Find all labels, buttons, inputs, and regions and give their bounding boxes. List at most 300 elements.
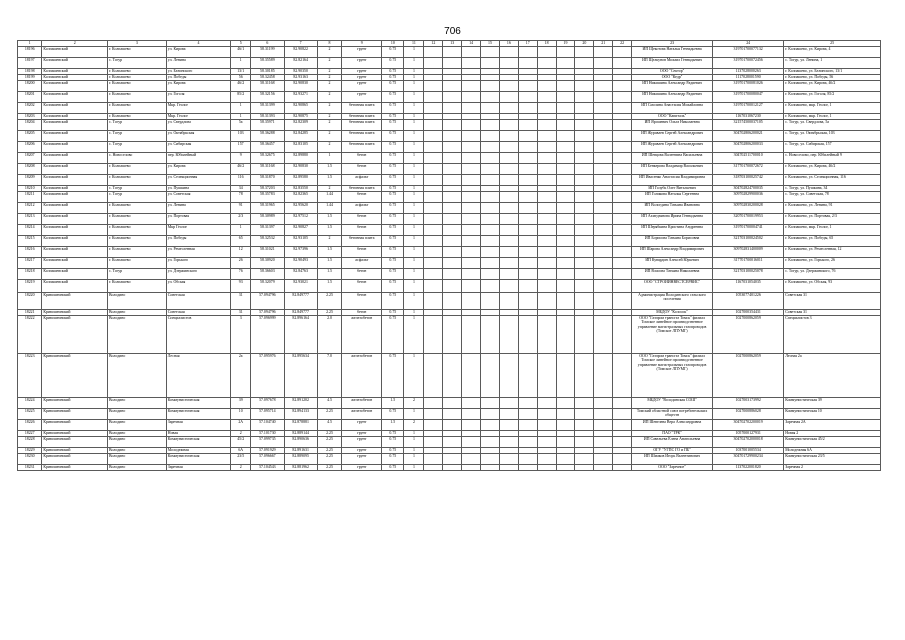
table-cell: 18208 xyxy=(18,164,42,175)
table-cell xyxy=(481,92,500,103)
table-cell: 5а xyxy=(231,120,251,131)
table-cell: 18205 xyxy=(18,131,42,142)
table-cell xyxy=(443,164,462,175)
table-cell xyxy=(613,203,632,214)
table-cell: 34 xyxy=(231,186,251,192)
table-cell: 18222 xyxy=(18,316,42,354)
table-cell: ИП Щекотова Наталья Геннадьевна xyxy=(632,47,713,58)
table-cell: 2 xyxy=(404,398,424,409)
table-cell xyxy=(556,120,575,131)
table-cell: ИП Ивасенко Анастасия Владимировна xyxy=(632,175,713,186)
table-cell: 309702831400009 xyxy=(713,247,784,258)
table-cell xyxy=(575,58,594,69)
table-cell: г. Колпашево xyxy=(107,47,166,58)
table-cell: г. Колпашево, ул. Кирова, 4 xyxy=(784,47,881,58)
table-cell: с. Тогур xyxy=(107,131,166,142)
table-cell: 82.896164 xyxy=(284,316,317,354)
table-cell: 93 xyxy=(231,280,251,293)
table-cell xyxy=(594,131,613,142)
table-cell: г. Колпашево, мкр. Геолог, 1 xyxy=(784,225,881,236)
table-row xyxy=(18,280,881,293)
table-cell: Советская xyxy=(166,293,230,310)
table-cell xyxy=(537,409,556,420)
table-cell: 18218 xyxy=(18,269,42,280)
table-cell xyxy=(462,398,481,409)
table-cell xyxy=(537,437,556,448)
table-cell: 0.75 xyxy=(382,142,404,153)
table-cell: 0.75 xyxy=(382,153,404,164)
table-cell: 0.75 xyxy=(382,92,404,103)
table-cell: 58.32156 xyxy=(251,92,284,103)
table-row xyxy=(18,142,881,153)
table-cell: 317701700072672 xyxy=(713,164,784,175)
table-cell: 31 xyxy=(231,293,251,310)
table-cell: ул. Белинского xyxy=(166,69,230,75)
table-cell xyxy=(518,203,537,214)
table-cell xyxy=(556,192,575,203)
table-cell xyxy=(462,131,481,142)
table-cell xyxy=(462,175,481,186)
table-cell: ОГУ "УГПС ГО и ПБ" xyxy=(632,448,713,454)
table-cell: 0.75 xyxy=(382,58,404,69)
table-cell: 82.82309 xyxy=(284,120,317,131)
table-cell xyxy=(613,293,632,310)
table-cell xyxy=(575,437,594,448)
table-cell: 0.75 xyxy=(382,448,404,454)
table-cell: 31 xyxy=(231,310,251,316)
table-cell: ул. Гоголя xyxy=(166,92,230,103)
table-cell xyxy=(613,280,632,293)
table-cell: Колпашевский xyxy=(42,164,108,175)
table-cell xyxy=(499,214,518,225)
table-cell: ООО "СТРОЙИНВЕСТСЕРВИС" xyxy=(632,280,713,293)
table-cell xyxy=(518,293,537,310)
table-cell: 2 xyxy=(317,69,341,75)
table-cell xyxy=(424,131,443,142)
table-cell xyxy=(499,203,518,214)
table-cell xyxy=(575,465,594,471)
table-cell: 82.889095 xyxy=(284,454,317,465)
table-cell xyxy=(443,316,462,354)
table-cell xyxy=(575,103,594,114)
table-cell xyxy=(462,316,481,354)
table-cell: 1 xyxy=(404,92,424,103)
table-cell xyxy=(613,409,632,420)
table-cell xyxy=(575,153,594,164)
table-cell xyxy=(613,175,632,186)
table-cell xyxy=(575,247,594,258)
table-cell: 13/1 xyxy=(231,69,251,75)
table-cell: Колпашевский xyxy=(42,269,108,280)
table-cell xyxy=(518,153,537,164)
table-cell: ул. Пушкина xyxy=(166,186,230,192)
table-cell: Колпашевский xyxy=(42,203,108,214)
table-cell: бетонная плита xyxy=(342,120,382,131)
table-cell: бетон xyxy=(342,247,382,258)
table-cell: 1 xyxy=(404,454,424,465)
table-cell: 1.5 xyxy=(317,280,341,293)
table-cell: 82.90822 xyxy=(284,47,317,58)
table-cell xyxy=(481,398,500,409)
table-cell: грунт xyxy=(342,92,382,103)
table-cell: 0.75 xyxy=(382,186,404,192)
table-cell: Колпашевский xyxy=(42,69,108,75)
table-cell: ул. Дзержинского xyxy=(166,269,230,280)
table-row xyxy=(18,47,881,58)
table-cell xyxy=(556,175,575,186)
table-cell xyxy=(594,316,613,354)
table-cell: 18215 xyxy=(18,236,42,247)
table-cell: 0.75 xyxy=(382,310,404,316)
table-cell: 57.099735 xyxy=(251,437,284,448)
table-cell: с. Тогур, ул. Сибирская, 157 xyxy=(784,142,881,153)
table-cell xyxy=(575,175,594,186)
table-cell xyxy=(481,103,500,114)
table-cell xyxy=(613,164,632,175)
table-row xyxy=(18,437,881,448)
table-cell xyxy=(575,420,594,431)
table-cell: 82.82164 xyxy=(284,58,317,69)
table-cell xyxy=(462,214,481,225)
table-cell: Колпашевский xyxy=(42,47,108,58)
table-cell: 1 xyxy=(404,431,424,437)
table-cell xyxy=(556,164,575,175)
table-cell: бетон xyxy=(342,192,382,203)
table-cell: 0.75 xyxy=(382,75,404,81)
table-cell xyxy=(613,269,632,280)
table-cell xyxy=(594,269,613,280)
table-cell: Советская xyxy=(166,310,230,316)
table-cell: 82.891631 xyxy=(284,448,317,454)
table-cell xyxy=(499,437,518,448)
table-cell: 317701700016011 xyxy=(713,258,784,269)
column-number: 24 xyxy=(713,41,784,47)
table-cell xyxy=(499,236,518,247)
table-cell xyxy=(575,293,594,310)
table-cell xyxy=(594,236,613,247)
table-cell xyxy=(462,92,481,103)
table-cell: 1 xyxy=(404,354,424,398)
table-cell: Кривошеинский xyxy=(42,354,108,398)
column-number: 8 xyxy=(317,41,341,47)
table-cell xyxy=(518,192,537,203)
table-cell xyxy=(443,131,462,142)
table-cell xyxy=(443,47,462,58)
table-cell: 0.75 xyxy=(382,69,404,75)
table-cell: 1.44 xyxy=(317,203,341,214)
table-cell xyxy=(537,269,556,280)
table-cell: 58.31393 xyxy=(251,114,284,120)
table-cell: ИП Никишина Александр Радиевич xyxy=(632,81,713,92)
table-cell: Колпашевский xyxy=(42,175,108,186)
table-cell: грунт xyxy=(342,448,382,454)
table-cell xyxy=(537,225,556,236)
table-cell xyxy=(518,103,537,114)
table-cell: Колпашевский xyxy=(42,58,108,69)
table-cell xyxy=(556,247,575,258)
table-cell: с. Тогур xyxy=(107,142,166,153)
table-cell: Колпашевский xyxy=(42,192,108,203)
table-cell: 57.104740 xyxy=(251,420,284,431)
table-cell: г. Колпашево, ул. Победы, 56 xyxy=(784,75,881,81)
table-cell: 319701700072456 xyxy=(713,58,784,69)
table-cell: Колпашевский xyxy=(42,131,108,142)
table-cell: Колпашевский xyxy=(42,120,108,131)
table-cell: 309702830200028 xyxy=(713,203,784,214)
table-cell xyxy=(518,258,537,269)
table-cell: Кривошеинский xyxy=(42,398,108,409)
table-cell xyxy=(499,192,518,203)
table-cell xyxy=(594,280,613,293)
table-cell: грунт xyxy=(342,465,382,471)
table-cell: 82.889144 xyxy=(284,431,317,437)
table-cell xyxy=(462,81,481,92)
column-number: 16 xyxy=(499,41,518,47)
table-cell xyxy=(481,58,500,69)
table-cell: 1 xyxy=(404,310,424,316)
table-cell: с. Тогур xyxy=(107,269,166,280)
table-row xyxy=(18,236,881,247)
table-cell: 82.93021 xyxy=(284,280,317,293)
table-cell xyxy=(537,247,556,258)
table-cell: грунт xyxy=(342,81,382,92)
table-cell xyxy=(481,203,500,214)
table-cell xyxy=(443,398,462,409)
table-cell: 2 xyxy=(317,58,341,69)
table-cell xyxy=(499,293,518,310)
table-cell: 2.25 xyxy=(317,465,341,471)
table-cell xyxy=(613,47,632,58)
table-cell: 0.75 xyxy=(382,236,404,247)
table-cell xyxy=(575,454,594,465)
table-cell: бетон xyxy=(342,310,382,316)
table-row xyxy=(18,454,881,465)
table-cell: ИП Кувардин Алексей Юрьевич xyxy=(632,258,713,269)
table-cell: 1 xyxy=(231,114,251,120)
table-cell: 321574500037105 xyxy=(713,120,784,131)
table-cell xyxy=(556,454,575,465)
column-number: 19 xyxy=(556,41,575,47)
table-cell: 18207 xyxy=(18,153,42,164)
table-cell xyxy=(613,437,632,448)
table-cell: 18227 xyxy=(18,431,42,437)
table-cell: 1 xyxy=(404,437,424,448)
table-cell: ИП Шерябкина Кристина Андреевна xyxy=(632,225,713,236)
table-cell: 46/1 xyxy=(231,47,251,58)
table-cell xyxy=(594,192,613,203)
table-cell xyxy=(424,153,443,164)
table-cell: Колпашевский xyxy=(42,75,108,81)
table-cell: г. Колпашево xyxy=(107,175,166,186)
table-cell xyxy=(462,280,481,293)
table-cell xyxy=(499,258,518,269)
table-cell: 18204 xyxy=(18,120,42,131)
table-cell xyxy=(518,280,537,293)
table-cell: Молодежная 6А xyxy=(784,448,881,454)
table-cell: Коммунистическая 39 xyxy=(784,398,881,409)
table-cell: ул. Ремесленная xyxy=(166,247,230,258)
table-cell xyxy=(518,247,537,258)
table-cell: бетонная плита xyxy=(342,103,382,114)
table-cell: Колпашевский xyxy=(42,142,108,153)
table-cell: 1 xyxy=(404,465,424,471)
table-cell: г. Колпашево xyxy=(107,75,166,81)
table-cell: 2 xyxy=(317,142,341,153)
table-cell xyxy=(556,142,575,153)
table-cell xyxy=(424,81,443,92)
table-cell: с. Тогур, ул. Ленина, 1 xyxy=(784,58,881,69)
table-cell: 58.32458 xyxy=(251,75,284,81)
table-cell: Коммунистическая 10 xyxy=(784,409,881,420)
table-cell: Лесная 2а xyxy=(784,354,881,398)
table-cell: 2 xyxy=(317,81,341,92)
table-cell: Колпашевский xyxy=(42,92,108,103)
table-row xyxy=(18,465,881,471)
table-cell xyxy=(594,153,613,164)
table-cell xyxy=(575,192,594,203)
column-number: 20 xyxy=(575,41,594,47)
table-cell: 82.895634 xyxy=(284,354,317,398)
table-cell xyxy=(537,192,556,203)
table-cell: Колпашевский xyxy=(42,103,108,114)
table-cell: 1 xyxy=(404,214,424,225)
table-cell: 18225 xyxy=(18,409,42,420)
table-cell xyxy=(613,236,632,247)
table-cell: 319701700077132 xyxy=(713,47,784,58)
table-cell: 1027000862059 xyxy=(713,316,784,354)
table-row xyxy=(18,58,881,69)
table-row xyxy=(18,354,881,398)
column-number: 13 xyxy=(443,41,462,47)
table-cell xyxy=(613,454,632,465)
table-cell xyxy=(499,225,518,236)
table-cell: 58.36603 xyxy=(251,269,284,280)
table-cell: 1.44 xyxy=(317,192,341,203)
table-cell: 58.31199 xyxy=(251,47,284,58)
table-cell: железобетон xyxy=(342,354,382,398)
table-cell xyxy=(556,409,575,420)
table-cell: грунт xyxy=(342,75,382,81)
table-cell xyxy=(518,120,537,131)
table-cell: 2 xyxy=(317,236,341,247)
table-cell xyxy=(613,225,632,236)
table-cell xyxy=(481,120,500,131)
table-cell: 18199 xyxy=(18,75,42,81)
table-cell xyxy=(499,175,518,186)
table-cell: бетон xyxy=(342,293,382,310)
column-number: 2 xyxy=(42,41,108,47)
table-cell: г. Колпашево xyxy=(107,81,166,92)
table-cell: 0.75 xyxy=(382,164,404,175)
table-cell xyxy=(481,164,500,175)
table-cell: ИП Никишина Александр Радиевич xyxy=(632,92,713,103)
table-cell: 18231 xyxy=(18,465,42,471)
table-cell: ИП Ярошевич Ольга Николаевна xyxy=(632,120,713,131)
table-cell: 1 xyxy=(231,225,251,236)
table-cell: 0.75 xyxy=(382,437,404,448)
table-row xyxy=(18,247,881,258)
table-cell: 82.881962 xyxy=(284,465,317,471)
table-cell: железобетон xyxy=(342,398,382,409)
table-cell: 18219 xyxy=(18,280,42,293)
table-cell: 1 xyxy=(317,153,341,164)
table-cell: 57.094796 xyxy=(251,293,284,310)
table-cell: 309702829900036 xyxy=(713,192,784,203)
table-cell xyxy=(424,225,443,236)
table-cell: ИП Журавлев Сергей Александрович xyxy=(632,131,713,142)
table-cell: 1 xyxy=(404,316,424,354)
table-cell xyxy=(499,269,518,280)
table-cell: 18201 xyxy=(18,92,42,103)
table-cell xyxy=(424,236,443,247)
table-cell xyxy=(556,225,575,236)
table-cell: с. Тогур, ул. Пушкина, 34 xyxy=(784,186,881,192)
table-cell: грунт xyxy=(342,431,382,437)
table-cell: ИП Журавлев Сергей Александрович xyxy=(632,142,713,153)
table-cell: бетон xyxy=(342,153,382,164)
table-cell: 1137022001820 xyxy=(713,465,784,471)
table-cell xyxy=(575,354,594,398)
table-cell: ул. Кирова xyxy=(166,164,230,175)
table-cell: 0.75 xyxy=(382,214,404,225)
table-cell: 0.75 xyxy=(382,316,404,354)
table-cell: 18216 xyxy=(18,247,42,258)
table-cell: ул. Советская xyxy=(166,192,230,203)
table-cell xyxy=(556,203,575,214)
table-cell: Кривошеинский xyxy=(42,448,108,454)
table-cell: Колпашевский xyxy=(42,247,108,258)
table-cell: г. Колпашево, ул. Белинского, 13/1 xyxy=(784,69,881,75)
table-cell: 2А xyxy=(231,420,251,431)
table-cell: 58.31870 xyxy=(251,175,284,186)
table-row xyxy=(18,153,881,164)
table-cell: ул. Свердлова xyxy=(166,120,230,131)
table-cell: 0.75 xyxy=(382,247,404,258)
table-cell xyxy=(499,409,518,420)
table-cell xyxy=(481,269,500,280)
table-row xyxy=(18,258,881,269)
table-cell: ИП Вологдина Татьяна Ивановна xyxy=(632,203,713,214)
table-cell: 1027000354431 xyxy=(713,310,784,316)
table-cell: грунт xyxy=(342,69,382,75)
table-cell: 0.75 xyxy=(382,81,404,92)
table-cell: с. Тогур xyxy=(107,186,166,192)
table-cell: грунт xyxy=(342,58,382,69)
table-cell: 6А xyxy=(231,448,251,454)
table-cell xyxy=(613,131,632,142)
table-cell xyxy=(518,58,537,69)
table-cell: 0.75 xyxy=(382,131,404,142)
table-cell xyxy=(556,81,575,92)
table-cell: ул. Победы xyxy=(166,236,230,247)
table-cell xyxy=(518,175,537,186)
table-cell: Володино xyxy=(107,465,166,471)
table-cell: 1 xyxy=(231,58,251,69)
table-cell xyxy=(556,420,575,431)
table-cell: 18209 xyxy=(18,175,42,186)
table-cell xyxy=(594,247,613,258)
table-cell: 1 xyxy=(404,247,424,258)
table-cell: 58.31397 xyxy=(251,225,284,236)
table-cell xyxy=(537,316,556,354)
table-cell: с. Новоселово, пер. Юбилейный 9 xyxy=(784,153,881,164)
table-cell xyxy=(424,203,443,214)
table-cell: 0.75 xyxy=(382,431,404,437)
table-cell xyxy=(481,454,500,465)
table-cell: ул. Селекционная xyxy=(166,175,230,186)
table-cell xyxy=(613,81,632,92)
table-cell: 58.35971 xyxy=(251,120,284,131)
